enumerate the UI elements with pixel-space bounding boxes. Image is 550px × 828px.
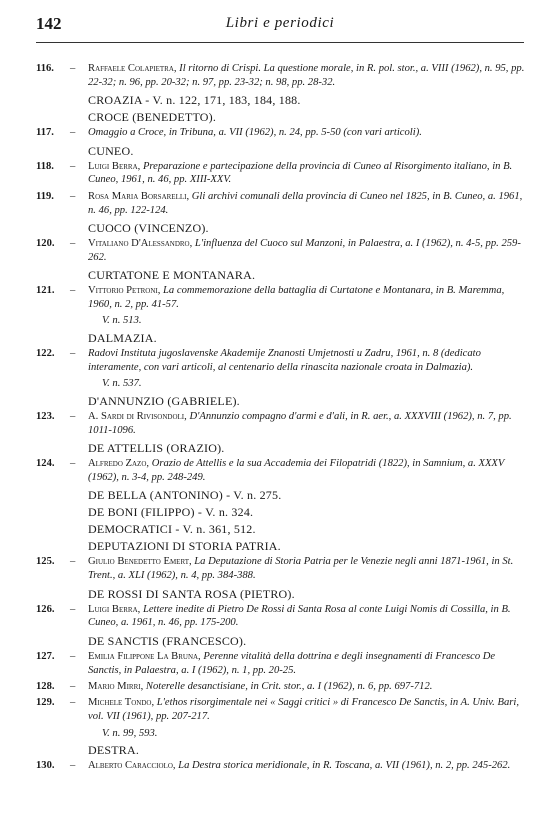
entry-text: Noterelle desanctisiane, in Crit. stor., a. I (1962), n. 6, pp. 697-712. bbox=[145, 681, 433, 693]
cross-reference: V. n. 537. bbox=[102, 378, 142, 390]
entry-text: L'ethos risorgimentale nei « Saggi critici » di Francesco De Sanctis, in A. Univ. Bari, vol. VII (1961), pp. 207-217. bbox=[88, 697, 519, 723]
bibliography-entry bbox=[36, 237, 526, 265]
subject-heading: DEMOCRATICI - V. n. 361, 512. bbox=[88, 522, 256, 537]
entry-author: Emilia Filippone La Bruna, bbox=[88, 650, 204, 662]
entry-author: Giulio Benedetto Emert, bbox=[88, 556, 195, 568]
entry-text: L'influenza del Cuoco sul Manzoni, in Palaestra, a. I (1962), n. 4-5, pp. 259-262. bbox=[88, 237, 521, 263]
bibliography-entry bbox=[36, 62, 526, 90]
entry-number: 117. bbox=[36, 127, 54, 139]
header-rule bbox=[36, 42, 524, 43]
bibliography-entry bbox=[36, 696, 526, 724]
bibliography-entry bbox=[36, 603, 526, 631]
subject-heading: DE BELLA (ANTONINO) - V. n. 275. bbox=[88, 488, 282, 503]
page-header bbox=[36, 14, 524, 36]
entry-text: Il ritorno di Crispi. La questione morale, in R. pol. stor., a. VIII (1962), n. 95, pp. 22-32; n. 96, pp. 20-32; n. 97, pp. 23-32; n. 98, pp. 28-32. bbox=[88, 63, 525, 88]
subject-heading: CROCE (BENEDETTO). bbox=[88, 110, 217, 125]
bibliography-entry bbox=[36, 126, 526, 140]
entry-number: 123. bbox=[36, 411, 55, 423]
entry-text: Perenne vitalità della dottrina e degli insegnamenti di Francesco De Sanctis, in Palaestra, a. I (1962), n. 1, pp. 20-25. bbox=[88, 650, 496, 676]
subject-heading: CUNEO. bbox=[88, 143, 134, 158]
cross-reference: V. n. 513. bbox=[102, 315, 142, 327]
subject-heading: CURTATONE E MONTANARA. bbox=[88, 268, 256, 283]
entry-number: 118. bbox=[36, 160, 54, 172]
subject-heading: CROAZIA - V. n. 122, 171, 183, 184, 188. bbox=[88, 93, 301, 108]
subject-heading: DE SANCTIS (FRANCESCO). bbox=[88, 633, 247, 648]
entry-dash: – bbox=[70, 237, 76, 249]
entry-text: Radovi Instituta jugoslavenske Akademije Znanosti Umjetnosti u Zadru, 1961, n. 8 (dedicato interamente, con vari articoli, al centenario della rinascita nazionale croata in Dalmazia). bbox=[88, 348, 481, 373]
entry-number: 128. bbox=[36, 681, 55, 693]
entry-dash: – bbox=[70, 348, 76, 360]
entry-author: Alfredo Zazo, bbox=[88, 458, 152, 470]
entry-author: Rosa Maria Borsarelli, bbox=[88, 190, 192, 202]
bibliography-entry bbox=[36, 680, 526, 694]
bibliography-entry bbox=[36, 347, 526, 375]
entry-dash: – bbox=[70, 681, 76, 693]
entry-text: Preparazione e partecipazione della provincia di Cuneo al Risorgimento italiano, in B. Cuneo, 1961, n. 46, pp. XIII-XXV. bbox=[88, 160, 513, 186]
entry-dash: – bbox=[70, 190, 76, 202]
entry-number: 119. bbox=[36, 190, 54, 202]
entry-dash: – bbox=[70, 160, 76, 172]
subject-heading: CUOCO (VINCENZO). bbox=[88, 220, 209, 235]
subject-heading: DE ATTELLIS (ORAZIO). bbox=[88, 441, 225, 456]
entry-number: 127. bbox=[36, 650, 55, 662]
entry-number: 125. bbox=[36, 556, 55, 568]
entry-dash: – bbox=[70, 697, 76, 709]
entry-author: Mario Mirri, bbox=[88, 681, 146, 693]
entry-author: Michele Tondo, bbox=[88, 697, 157, 709]
entry-text: La commemorazione della battaglia di Curtatone e Montanara, in B. Maremma, 1960, n. 2, pp. 41-57. bbox=[88, 285, 505, 310]
subject-heading: DEPUTAZIONI DI STORIA PATRIA. bbox=[88, 539, 281, 554]
entry-author: Luigi Berra, bbox=[88, 603, 143, 615]
entry-author: Raffaele Colapietra, bbox=[88, 63, 180, 74]
subject-heading: DE BONI (FILIPPO) - V. n. 324. bbox=[88, 505, 254, 520]
entry-dash: – bbox=[70, 603, 76, 615]
subject-heading: DESTRA. bbox=[88, 743, 140, 758]
entry-author: Luigi Berra, bbox=[88, 160, 143, 172]
bibliography-entry bbox=[36, 410, 526, 438]
entry-text: Omaggio a Croce, in Tribuna, a. VII (1962), n. 24, pp. 5-50 (con vari articoli). bbox=[88, 127, 422, 139]
entry-dash: – bbox=[70, 411, 76, 423]
cross-reference: V. n. 99, 593. bbox=[102, 727, 158, 739]
entry-number: 130. bbox=[36, 760, 55, 772]
bibliography-entry bbox=[36, 457, 526, 485]
entry-author: Alberto Caracciolo, bbox=[88, 760, 179, 772]
bibliography-entry bbox=[36, 190, 526, 218]
bibliography-entry bbox=[36, 555, 526, 583]
entry-author: Vittorio Petroni, bbox=[88, 285, 164, 297]
bibliography-entry bbox=[36, 284, 526, 312]
entry-text: Orazio de Attellis e la sua Accademia dei Filopatridi (1822), in Samnium, a. XXXV (1962), n. 3-4, pp. 248-249. bbox=[88, 458, 505, 484]
entry-number: 126. bbox=[36, 603, 55, 615]
entry-dash: – bbox=[70, 760, 76, 772]
entry-number: 122. bbox=[36, 348, 55, 360]
subject-heading: DALMAZIA. bbox=[88, 331, 157, 346]
entry-text: D'Annunzio compagno d'armi e d'ali, in R. aer., a. XXXVIII (1962), n. 7, pp. 1011-1096. bbox=[88, 411, 512, 436]
bibliography-entry bbox=[36, 759, 526, 773]
entry-text: Lettere inedite di Pietro De Rossi di Santa Rosa al conte Luigi Nomis di Cossilla, in B. Cuneo, a. 1961, n. 46, pp. 175-200. bbox=[88, 603, 511, 629]
entry-text: Gli archivi comunali della provincia di Cuneo nel 1825, in B. Cuneo, a. 1961, n. 46, pp. 122-124. bbox=[88, 190, 523, 216]
entry-dash: – bbox=[70, 650, 76, 662]
entry-author: A. Sardi di Rivisondoli, bbox=[88, 411, 190, 423]
entry-number: 129. bbox=[36, 697, 55, 709]
bibliography-entry bbox=[36, 650, 526, 678]
entry-author: Vitaliano D'Alessandro, bbox=[88, 237, 195, 249]
subject-heading: D'ANNUNZIO (GABRIELE). bbox=[88, 394, 240, 409]
entry-text: La Destra storica meridionale, in R. Toscana, a. VII (1961), n. 2, pp. 245-262. bbox=[178, 760, 511, 772]
entry-number: 116. bbox=[36, 63, 54, 74]
bibliography-body bbox=[36, 62, 526, 776]
entry-number: 120. bbox=[36, 237, 55, 249]
entry-dash: – bbox=[70, 127, 76, 139]
entry-number: 121. bbox=[36, 285, 55, 297]
page-number: 142 bbox=[36, 14, 62, 33]
entry-dash: – bbox=[70, 63, 76, 74]
entry-number: 124. bbox=[36, 458, 55, 470]
entry-dash: – bbox=[70, 556, 76, 568]
bibliography-entry bbox=[36, 160, 526, 188]
entry-dash: – bbox=[70, 458, 76, 470]
subject-heading: DE ROSSI DI SANTA ROSA (PIETRO). bbox=[88, 586, 295, 601]
running-title: Libri e periodici bbox=[225, 15, 335, 31]
entry-dash: – bbox=[70, 285, 76, 297]
entry-text: La Deputazione di Storia Patria per le Venezie negli anni 1871-1961, in St. Trent., a. XLI (1962), n. 4, pp. 384-388. bbox=[88, 556, 514, 582]
